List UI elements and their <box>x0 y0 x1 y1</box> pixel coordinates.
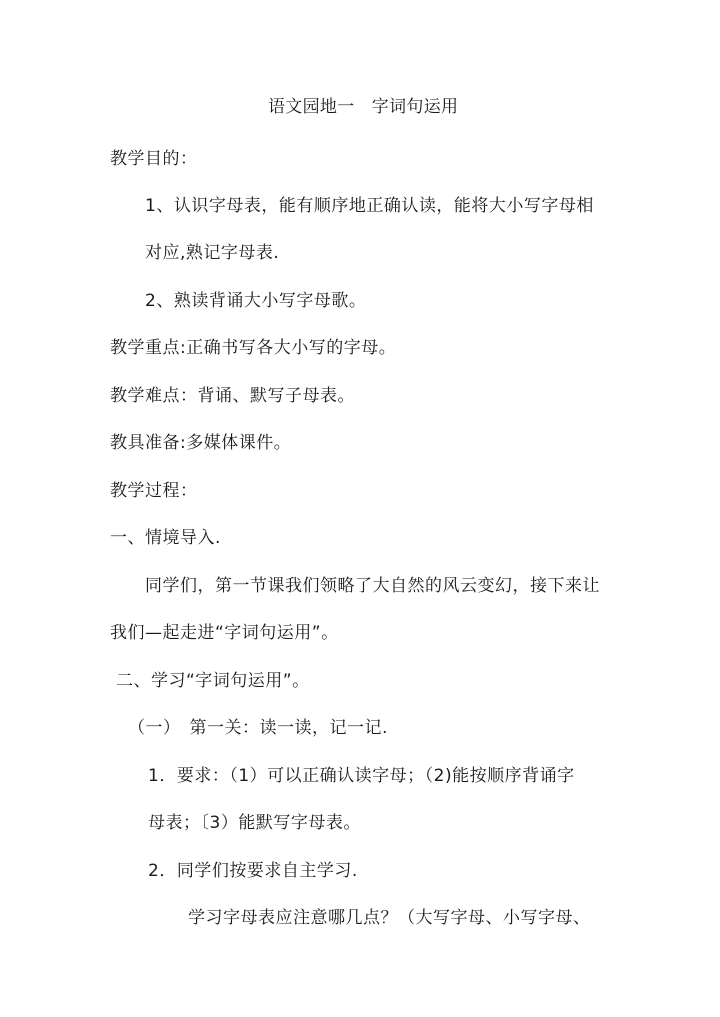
requirement-line-1: 1．要求：（1）可以正确认读字母；（2)能按顺序背诵字 <box>148 766 575 786</box>
objective-1-line-2: 对应,熟记字母表. <box>145 243 280 263</box>
level-1-heading: （一） 第一关：读一读，记一记. <box>128 718 388 738</box>
difficult-points: 教学难点：背诵、默写子母表。 <box>110 386 355 406</box>
key-points: 教学重点:正确书写各大小写的字母。 <box>110 338 397 358</box>
step-2-heading: 二、学习“字词句运用”。 <box>116 671 310 691</box>
document-title: 语文园地一 字词句运用 <box>268 97 459 117</box>
intro-paragraph-line-1: 同学们，第一节课我们领略了大自然的风云变幻，接下来让 <box>145 576 600 596</box>
intro-paragraph-line-2: 我们—起走进“字词句运用”。 <box>110 623 339 643</box>
teaching-materials: 教具准备:多媒体课件。 <box>110 433 292 453</box>
requirement-line-2: 母表；〔3）能默写字母表。 <box>148 813 361 833</box>
self-study-line: 2．同学们按要求自主学习. <box>148 861 358 881</box>
section-heading-objectives: 教学目的： <box>110 149 198 169</box>
study-question-line: 学习字母表应注意哪几点？（大写字母、小写字母、 <box>188 908 591 928</box>
objective-1-line-1: 1、认识字母表，能有顺序地正确认读，能将大小写字母相 <box>145 196 594 216</box>
step-1-heading: 一、情境导入. <box>110 528 221 548</box>
objective-2: 2、熟读背诵大小写字母歌。 <box>145 291 367 311</box>
section-heading-process: 教学过程： <box>110 481 198 501</box>
